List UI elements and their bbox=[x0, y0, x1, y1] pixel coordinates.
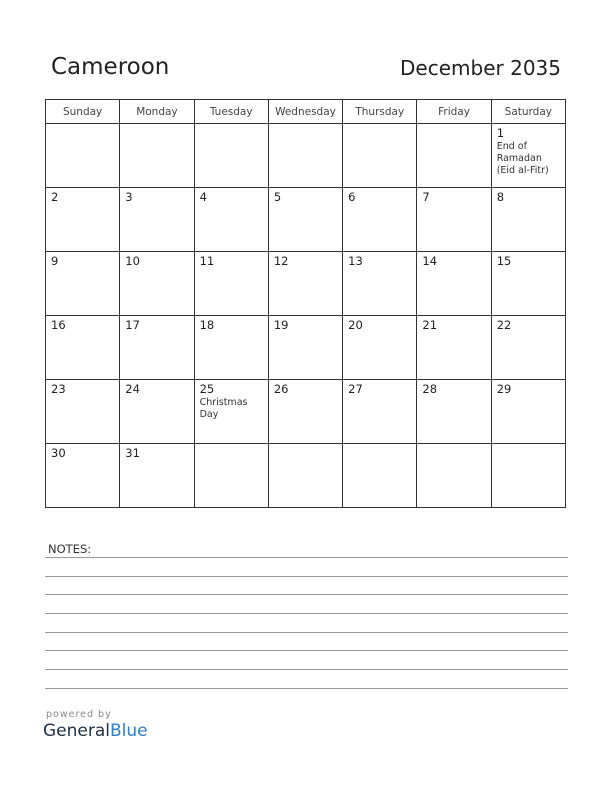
day-cell bbox=[268, 188, 342, 252]
notes-line bbox=[45, 688, 568, 689]
day-cell bbox=[417, 252, 491, 316]
day-number: 3 bbox=[125, 190, 133, 204]
weekday-header: Thursday bbox=[343, 100, 417, 124]
day-number: 15 bbox=[496, 254, 512, 268]
day-number: 12 bbox=[273, 254, 289, 268]
day-cell bbox=[491, 252, 565, 316]
notes-line bbox=[45, 594, 568, 595]
day-number: 31 bbox=[125, 446, 140, 460]
day-number: 6 bbox=[348, 190, 356, 204]
day-cell bbox=[46, 444, 120, 508]
day-cell bbox=[268, 444, 342, 508]
notes-line bbox=[45, 557, 568, 558]
day-number: 14 bbox=[422, 254, 438, 268]
day-cell bbox=[194, 124, 268, 188]
day-number: 21 bbox=[422, 318, 438, 332]
day-cell bbox=[417, 124, 491, 188]
weekday-header: Saturday bbox=[491, 100, 565, 124]
generalblue-logo bbox=[43, 721, 148, 741]
day-cell bbox=[194, 316, 268, 380]
day-cell bbox=[343, 124, 417, 188]
month-year-title: December 2035 bbox=[400, 56, 561, 80]
day-cell bbox=[268, 124, 342, 188]
day-number: 25 bbox=[199, 382, 215, 396]
day-cell bbox=[120, 316, 194, 380]
week-row bbox=[46, 380, 566, 444]
day-number: 20 bbox=[348, 318, 363, 332]
day-cell bbox=[343, 380, 417, 444]
notes-line bbox=[45, 650, 568, 651]
day-number: 18 bbox=[199, 318, 215, 332]
notes-line bbox=[45, 576, 568, 577]
day-number: 23 bbox=[51, 382, 66, 396]
day-cell bbox=[491, 188, 565, 252]
day-cell bbox=[417, 188, 491, 252]
day-number: 8 bbox=[496, 190, 505, 204]
day-number: 17 bbox=[125, 318, 140, 332]
notes-label: NOTES: bbox=[48, 542, 92, 556]
day-cell bbox=[194, 188, 268, 252]
notes-line bbox=[45, 669, 568, 670]
day-number: 9 bbox=[51, 254, 59, 268]
day-cell bbox=[120, 124, 194, 188]
day-number: 10 bbox=[125, 254, 140, 268]
day-number: 1 bbox=[496, 126, 505, 140]
day-cell bbox=[46, 380, 120, 444]
day-number: 7 bbox=[422, 190, 430, 204]
day-cell bbox=[120, 188, 194, 252]
weekday-header: Monday bbox=[120, 100, 194, 124]
weekday-header-row bbox=[46, 100, 566, 124]
day-cell bbox=[343, 444, 417, 508]
week-row bbox=[46, 252, 566, 316]
day-cell bbox=[120, 444, 194, 508]
day-cell bbox=[268, 380, 342, 444]
day-cell bbox=[46, 316, 120, 380]
week-row bbox=[46, 124, 566, 188]
day-cell bbox=[491, 316, 565, 380]
day-number: 27 bbox=[348, 382, 363, 396]
day-event: End of Ramadan (Eid al-Fitr) bbox=[496, 141, 549, 176]
day-cell bbox=[491, 380, 565, 444]
day-cell bbox=[491, 124, 565, 188]
day-number: 29 bbox=[496, 382, 512, 396]
day-number: 4 bbox=[199, 190, 207, 204]
day-number: 11 bbox=[199, 254, 215, 268]
logo-blue: Blue bbox=[110, 721, 148, 741]
day-cell bbox=[194, 444, 268, 508]
day-number: 22 bbox=[496, 318, 512, 332]
day-event: Christmas Day bbox=[199, 397, 248, 420]
powered-by-text: powered by bbox=[46, 709, 112, 720]
weekday-header: Wednesday bbox=[268, 100, 342, 124]
weekday-header: Sunday bbox=[46, 100, 120, 124]
day-cell bbox=[268, 252, 342, 316]
logo-general: General bbox=[43, 721, 110, 741]
country-title: Cameroon bbox=[51, 54, 170, 80]
day-cell bbox=[268, 316, 342, 380]
day-number: 30 bbox=[51, 446, 66, 460]
day-cell bbox=[343, 316, 417, 380]
day-number: 19 bbox=[273, 318, 289, 332]
day-number: 16 bbox=[51, 318, 66, 332]
notes-line bbox=[45, 613, 568, 614]
day-cell bbox=[343, 252, 417, 316]
day-number: 13 bbox=[348, 254, 363, 268]
day-cell bbox=[343, 188, 417, 252]
calendar-grid bbox=[45, 99, 566, 508]
day-cell bbox=[194, 380, 268, 444]
weekday-header: Friday bbox=[417, 100, 491, 124]
day-cell bbox=[46, 252, 120, 316]
day-cell bbox=[46, 124, 120, 188]
day-number: 26 bbox=[273, 382, 289, 396]
notes-line bbox=[45, 632, 568, 633]
day-cell bbox=[417, 316, 491, 380]
day-cell bbox=[120, 252, 194, 316]
day-number: 5 bbox=[273, 190, 282, 204]
day-cell bbox=[120, 380, 194, 444]
week-row bbox=[46, 444, 566, 508]
week-row bbox=[46, 316, 566, 380]
day-number: 2 bbox=[51, 190, 59, 204]
day-cell bbox=[417, 380, 491, 444]
day-cell bbox=[417, 444, 491, 508]
day-number: 24 bbox=[125, 382, 140, 396]
day-cell bbox=[46, 188, 120, 252]
weekday-header: Tuesday bbox=[194, 100, 268, 124]
day-cell bbox=[194, 252, 268, 316]
day-number: 28 bbox=[422, 382, 438, 396]
week-row bbox=[46, 188, 566, 252]
day-cell bbox=[491, 444, 565, 508]
